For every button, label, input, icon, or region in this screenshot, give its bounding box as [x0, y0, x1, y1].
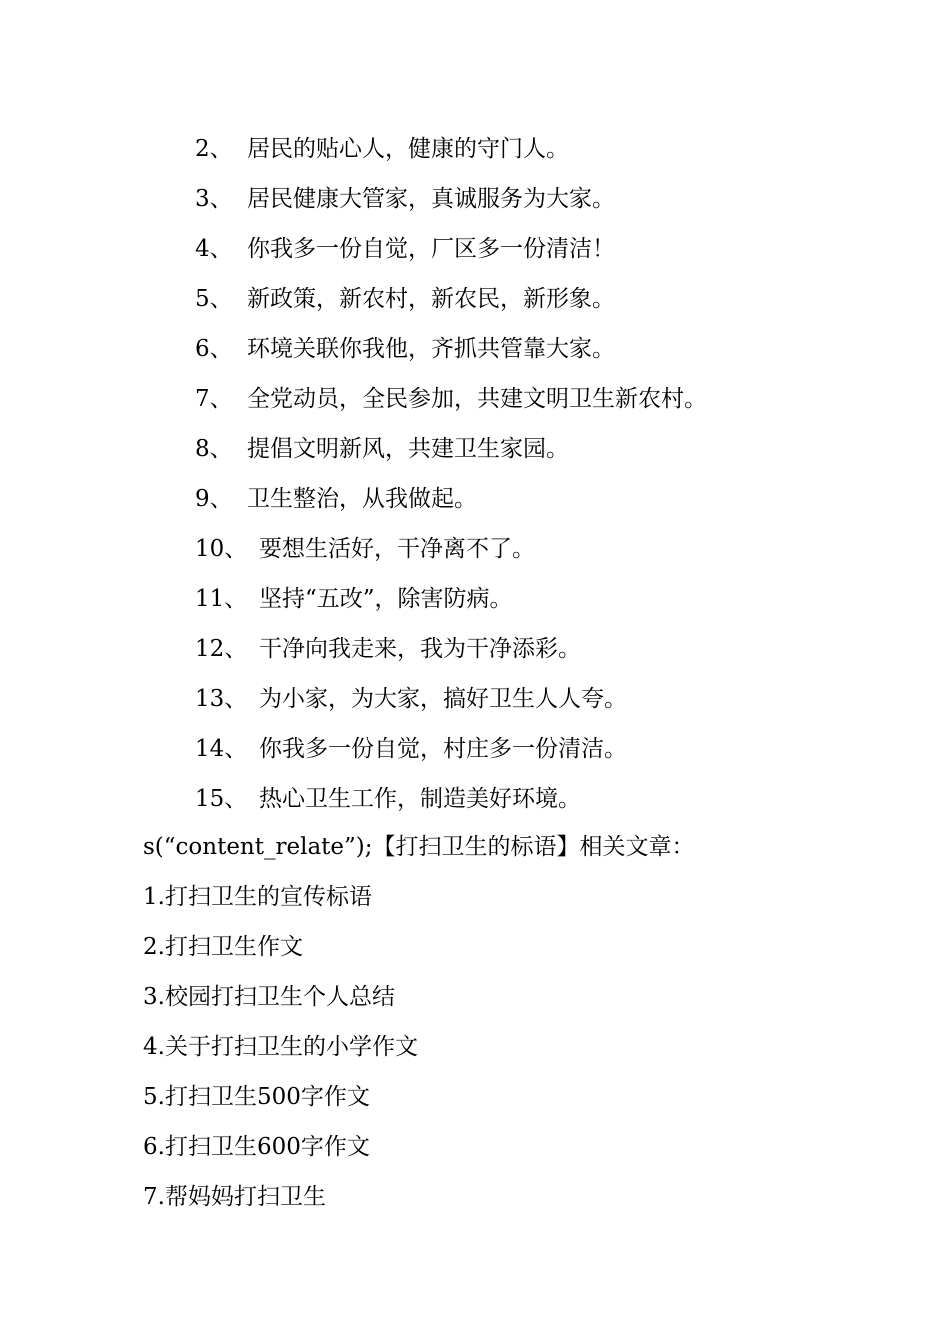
related-article-link[interactable]: 4.关于打扫卫生的小学作文 — [143, 1034, 418, 1060]
slogan-item — [0, 274, 950, 324]
slogan-text: 要想生活好，干净离不了。 — [259, 536, 535, 562]
slogan-number: 10、 — [195, 536, 248, 562]
related-article-link[interactable]: 6.打扫卫生600字作文 — [143, 1134, 370, 1160]
slogan-text: 热心卫生工作，制造美好环境。 — [259, 786, 581, 812]
slogan-text: 坚持“五改”，除害防病。 — [259, 586, 513, 612]
slogan-text: 居民健康大管家，真诚服务为大家。 — [247, 186, 615, 212]
slogan-item — [0, 574, 950, 624]
slogan-text: 干净向我走来，我为干净添彩。 — [259, 636, 581, 662]
slogan-item — [0, 374, 950, 424]
slogan-item — [0, 324, 950, 374]
related-article-link[interactable]: 3.校园打扫卫生个人总结 — [143, 984, 395, 1010]
related-article-link[interactable]: 5.打扫卫生500字作文 — [143, 1084, 370, 1110]
slogan-item — [0, 674, 950, 724]
slogan-text: 全党动员，全民参加，共建文明卫生新农村。 — [247, 386, 707, 412]
slogan-number: 15、 — [195, 786, 248, 812]
slogan-number: 8、 — [195, 436, 233, 462]
slogan-number: 11、 — [195, 586, 248, 612]
slogan-text: 卫生整治，从我做起。 — [247, 486, 477, 512]
slogan-text: 为小家，为大家，搞好卫生人人夸。 — [259, 686, 627, 712]
slogan-item — [0, 474, 950, 524]
slogan-number: 6、 — [195, 336, 233, 362]
slogan-item — [0, 224, 950, 274]
slogan-item — [0, 524, 950, 574]
related-article-link[interactable]: 7.帮妈妈打扫卫生 — [143, 1184, 326, 1210]
slogan-number: 7、 — [195, 386, 233, 412]
slogan-list — [0, 124, 950, 824]
slogan-text: 环境关联你我他，齐抓共管靠大家。 — [247, 336, 615, 362]
slogan-text: 你我多一份自觉，村庄多一份清洁。 — [259, 736, 627, 762]
related-article-link[interactable]: 1.打扫卫生的宣传标语 — [143, 884, 372, 910]
slogan-text: 新政策，新农村，新农民，新形象。 — [247, 286, 615, 312]
slogan-text: 居民的贴心人，健康的守门人。 — [247, 136, 569, 162]
slogan-text: 提倡文明新风，共建卫生家园。 — [247, 436, 569, 462]
slogan-item — [0, 774, 950, 824]
slogan-text: 你我多一份自觉，厂区多一份清洁！ — [247, 236, 615, 262]
slogan-number: 9、 — [195, 486, 233, 512]
slogan-item — [0, 724, 950, 774]
slogan-number: 2、 — [195, 136, 233, 162]
slogan-item — [0, 624, 950, 674]
slogan-number: 12、 — [195, 636, 248, 662]
slogan-number: 5、 — [195, 286, 233, 312]
slogan-item — [0, 174, 950, 224]
slogan-item — [0, 424, 950, 474]
related-article-link[interactable]: 2.打扫卫生作文 — [143, 934, 303, 960]
slogan-number: 13、 — [195, 686, 248, 712]
related-articles — [143, 822, 943, 1222]
related-header: s(“content_relate”);【打扫卫生的标语】相关文章： — [143, 834, 695, 860]
slogan-number: 14、 — [195, 736, 248, 762]
slogan-item — [0, 124, 950, 174]
slogan-number: 4、 — [195, 236, 233, 262]
slogan-number: 3、 — [195, 186, 233, 212]
